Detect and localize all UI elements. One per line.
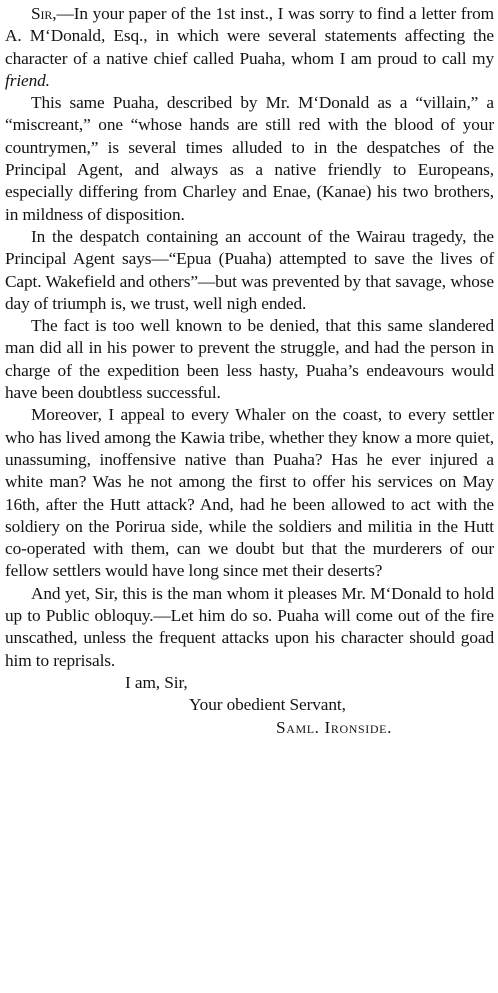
salutation: Sir,	[31, 4, 57, 23]
paragraph-3: In the despatch containing an account of the Wairau tragedy, the Principal Agent says—“Epua (Puaha) attempted to save the lives of Capt. Wakefield and others”—but was prevented by that savage, whose day of triumph is, we trust, well nigh ended.	[5, 226, 494, 313]
paragraph-2: This same Puaha, described by Mr. M‘Donald as a “villain,” a “miscreant,” one “whose hands are still red with the blood of your countrymen,” is several times alluded to in the despatches of the Principal Agent, and always as a native friendly to Europeans, especially differing from Charley and Enae, (Kanae) his two brothers, in mildness of disposition.	[5, 93, 494, 224]
paragraph-6: And yet, Sir, this is the man whom it pleases Mr. M‘Donald to hold up to Public obloquy.—Let him do so. Puaha will come out of the fire unscathed, unless the frequent attacks upon his character should goad him to reprisals.	[5, 583, 494, 670]
paragraph-5: Moreover, I appeal to every Whaler on the coast, to every settler who has lived among the Kawia tribe, whether they know a more quiet, unassuming, inoffensive native than Puaha? Has he ever injured a white man? Was he not among the first to offer his services on May 16th, after the Hutt attack? And, had he been allowed to act with the soldiery on the Porirua side, while the soldiers and militia in the Hutt co-operated with them, can we doubt but that the murderers of our fellow settlers would have long since met their deserts?	[5, 405, 494, 581]
signature: Saml. Ironside.	[276, 717, 392, 737]
friend-word: friend.	[5, 70, 50, 90]
paragraph-1	[5, 3, 494, 92]
letter-closing	[5, 672, 494, 739]
paragraph-1-text: —In your paper of the 1st inst., I was sorry to find a letter from A. M‘Donald, Esq., in which were several statements affecting the character of a native chief called Puaha, whom I am proud to call my	[5, 4, 494, 68]
paragraph-4: The fact is too well known to be denied, that this same slandered man did all in his power to prevent the struggle, and had the person in charge of the expedition been less hasty, Puaha’s endeavours would have been doubtless successful.	[5, 316, 494, 403]
closing-line-2: Your obedient Servant,	[189, 695, 346, 715]
closing-line-1: I am, Sir,	[125, 672, 188, 692]
